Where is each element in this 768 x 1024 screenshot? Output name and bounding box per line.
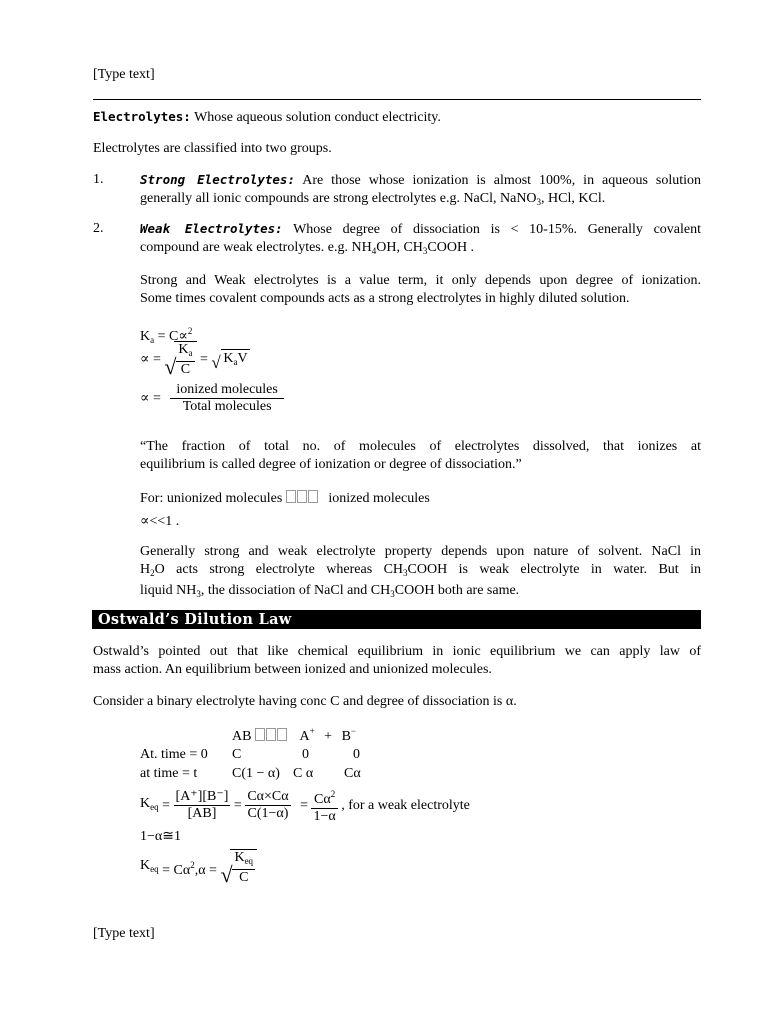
sqrt-num: K bbox=[178, 342, 189, 357]
weak-formula-b-end: COOH . bbox=[427, 240, 475, 255]
final-num: K bbox=[234, 850, 245, 865]
keq-frac3-num: Cα bbox=[314, 792, 331, 807]
t-a: C α bbox=[293, 766, 314, 781]
plus-sign: + bbox=[324, 729, 333, 744]
alpha-condition: ∝<<1 . bbox=[140, 514, 180, 529]
electrolytes-term: Electrolytes: bbox=[93, 109, 191, 124]
approximation: 1−α≅1 bbox=[140, 829, 181, 844]
weak-formula-a: NH bbox=[351, 240, 372, 255]
eq-sign: = bbox=[200, 351, 208, 367]
sqrt-num-sub: a bbox=[188, 348, 193, 358]
t-c: C(1 − α) bbox=[232, 766, 280, 781]
t0-a: 0 bbox=[302, 747, 309, 762]
product2-sup: − bbox=[350, 726, 356, 736]
product1-sup: + bbox=[309, 726, 315, 736]
ka-sub: a bbox=[150, 335, 155, 345]
weak-formula-a-end: OH, CH bbox=[376, 240, 423, 255]
weak-text-b: compound are weak electrolytes. e.g. bbox=[140, 240, 348, 255]
keq-lhs-sub: eq bbox=[150, 802, 159, 812]
header-placeholder: [Type text] bbox=[93, 67, 155, 82]
solvent-line3: liquid $NH_3$, the dissociation of NaCl and $CH_3COOH$ both are same. bbox=[140, 583, 520, 599]
kav-end: V bbox=[237, 350, 248, 366]
equilibrium-right: ionized molecules bbox=[328, 491, 430, 506]
solvent-line2: $H_2O$ acts strong electrolyte whereas $CH_3COOH$ is weak electrolyte in water. But in bbox=[140, 562, 701, 578]
final-lhs-sub: eq bbox=[150, 864, 159, 874]
keq-frac3-sup: 2 bbox=[330, 789, 336, 799]
ostwald-line1: Ostwald’s pointed out that like chemical equilibrium in ionic equilibrium we can apply law of bbox=[93, 644, 701, 659]
reaction-arrow-icon bbox=[255, 729, 288, 744]
strong-text-b: generally all ionic compounds are strong electrolytes e.g. NaCl, NaNO bbox=[140, 191, 537, 206]
section-title-banner: Ostwald’s Dilution Law bbox=[92, 610, 701, 629]
strong-text-b-end: , HCl, KCl. bbox=[541, 191, 606, 206]
weak-formula-b-sub: 3 bbox=[422, 246, 428, 256]
ka-rhs: = C∝ bbox=[157, 329, 188, 344]
ostwald-paragraph bbox=[93, 643, 701, 679]
t0-label: At. time = 0 bbox=[140, 747, 208, 762]
final-den: C bbox=[239, 870, 249, 885]
keq-frac2-num: Cα×Cα bbox=[247, 789, 289, 804]
sqrt-ka-over-c bbox=[164, 341, 196, 378]
reactant: AB bbox=[232, 729, 252, 744]
quote-line1: “The fraction of total no. of molecules of electrolytes dissolved, that ionizes at bbox=[140, 439, 701, 454]
weak-text-a: Whose degree of dissociation is < 10-15%. Generally covalent bbox=[293, 222, 701, 237]
product1: A bbox=[299, 729, 310, 744]
frac-num: ionized molecules bbox=[170, 382, 283, 399]
ka-sup: 2 bbox=[187, 326, 193, 336]
keq-note: , for a weak electrolyte bbox=[341, 797, 470, 813]
strong-term: Strong Electrolytes: bbox=[140, 172, 295, 187]
quote-paragraph bbox=[140, 438, 701, 474]
for-label: For: unionized molecules bbox=[140, 491, 283, 506]
sqrt-kav bbox=[211, 349, 249, 371]
keq-frac3-den: 1−α bbox=[313, 809, 336, 824]
t0-b: 0 bbox=[353, 747, 360, 762]
radical-icon-final: √ bbox=[220, 862, 233, 887]
t-label: at time = t bbox=[140, 766, 198, 781]
keq-frac1-den: [AB] bbox=[187, 806, 217, 821]
ostwald-line2: mass action. An equilibrium between ionized and unionized molecules. bbox=[93, 662, 492, 677]
list-item-weak bbox=[140, 220, 701, 260]
solvent-line1: Generally strong and weak electrolyte property depends upon nature of solvent. NaCl in bbox=[140, 544, 701, 559]
reaction-equation bbox=[232, 722, 356, 746]
value-term-line2: Some times covalent compounds acts as a strong electrolytes in highly diluted solution. bbox=[140, 291, 630, 306]
electrolytes-definition bbox=[93, 108, 441, 127]
list-item-strong bbox=[140, 171, 701, 211]
sqrt-den: C bbox=[180, 362, 191, 377]
alpha-eq2: ∝ = bbox=[140, 390, 161, 406]
final-lhs: K bbox=[140, 858, 151, 873]
frac-den: Total molecules bbox=[182, 399, 272, 414]
value-term-line1: Strong and Weak electrolytes is a value term, it only depends upon degree of ionization. bbox=[140, 273, 701, 288]
kav: K bbox=[223, 350, 234, 366]
t-b: Cα bbox=[344, 766, 361, 781]
keq-lhs: K bbox=[140, 796, 151, 811]
value-term-paragraph bbox=[140, 272, 701, 308]
alpha-fraction-formula bbox=[140, 382, 284, 415]
weak-formula-a-sub: 4 bbox=[371, 246, 377, 256]
t0-c: C bbox=[232, 747, 242, 762]
keq-formula: $K_{eq}$ = $\frac{[A^+][B^-]}{[AB]}$ = $\frac{C\alpha\times C\alpha}{C(1-\alpha)}$ = $\frac{C\alpha^2}{1-\alpha}$ , for a weak electrolyte bbox=[140, 786, 470, 825]
classification-text: Electrolytes are classified into two groups. bbox=[93, 141, 332, 156]
alpha-sqrt-formula bbox=[140, 341, 250, 378]
product2: B bbox=[341, 729, 351, 744]
final-keq-formula bbox=[140, 849, 257, 886]
solvent-paragraph bbox=[140, 543, 701, 603]
binary-electrolyte-text: Consider a binary electrolyte having conc C and degree of dissociation is α. bbox=[93, 694, 517, 709]
sqrt-keq-over-c bbox=[220, 849, 257, 886]
equilibrium-arrow-icon bbox=[286, 491, 319, 506]
alpha-eq: ∝ = bbox=[140, 351, 161, 367]
keq-frac1-num: [A⁺][B⁻] bbox=[175, 789, 229, 804]
radical-icon: √ bbox=[164, 354, 177, 379]
radical-icon-small: √ bbox=[211, 352, 221, 372]
kav-sub: a bbox=[233, 356, 238, 367]
electrolytes-definition-text: Whose aqueous solution conduct electricity. bbox=[194, 110, 441, 125]
header-rule bbox=[93, 99, 701, 100]
footer-placeholder: [Type text] bbox=[93, 926, 155, 941]
strong-sub: 3 bbox=[536, 197, 542, 207]
ka-lhs: K bbox=[140, 329, 151, 344]
equilibrium-line bbox=[140, 490, 430, 508]
final-num-sub: eq bbox=[244, 856, 254, 866]
strong-text-a: Are those whose ionization is almost 100%, in aqueous solution bbox=[302, 173, 702, 188]
quote-line2: equilibrium is called degree of ionization or degree of dissociation.” bbox=[140, 457, 522, 472]
final-mid-sup: 2 bbox=[190, 859, 195, 870]
list-number-2: 2. bbox=[93, 221, 104, 236]
keq-frac2-den: C(1−α) bbox=[247, 806, 289, 821]
final-alpha: ,α = bbox=[194, 862, 217, 878]
weak-term: Weak Electrolytes: bbox=[140, 221, 283, 236]
final-mid: = Cα bbox=[162, 862, 191, 878]
list-number-1: 1. bbox=[93, 172, 104, 187]
